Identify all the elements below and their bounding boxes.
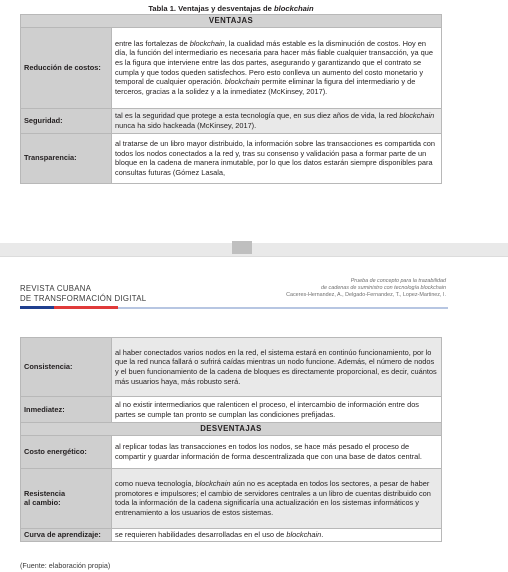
header-stripe-blue (20, 306, 54, 309)
ventajas-header: VENTAJAS (21, 15, 442, 28)
table-row (21, 133, 442, 183)
row-label: Inmediatez: (21, 397, 112, 423)
row-text: como nueva tecnología, blockchain aún no es aceptada en todos los sectores, a pesar de haber promotores e impulsores; el cambio de servidores centrales a un libro de cuentas distribuido con toda la información de la cadena significaría una actualización en los sistemas informáticos y entrenamiento a los usuarios de estos sistemas. (112, 468, 442, 528)
row-text: entre las fortalezas de blockchain, la cualidad más estable es la disminución de costos. Hoy en día, la función del intermediario es necesaria para hacer más fiable cualquier transacción, ya que es la figura que interviene entre las dos partes, asegurando y garantizando que el contrato se cumpla y que todos queden satisfechos. Pero esto conlleva un aumento del costo monetario y temporal de cualquier operación. blockchain permite eliminar la figura del intermediario y de terceros, gracias a la solidez y a la inmediatez (McKinsey, 2017). (112, 27, 442, 108)
table-caption: Tabla 1. Ventajas y desventajas de blockchain (148, 4, 314, 13)
header-stripe-light (118, 307, 448, 309)
table-row (21, 468, 442, 528)
row-label: Consistencia: (21, 338, 112, 397)
row-text: al tratarse de un libro mayor distribuido, la información sobre las transacciones es compartida con todos los nodos conectados a la red y, tras su consenso y validación pasa a formar parte de un bloque en la cadena de manera inmutable, por lo que los datos estarán siempre disponibles para consultas futuras (Gómez Lasala, (112, 133, 442, 183)
row-label: Reducción de costos: (21, 27, 112, 108)
page-gap (0, 243, 508, 256)
advantages-table (20, 14, 442, 184)
row-text: tal es la seguridad que protege a esta tecnología que, en sus diez años de vida, la red blockchain nunca ha sido hackeada (McKinsey, 2017). (112, 108, 442, 133)
row-label: Curva de aprendizaje: (21, 528, 112, 541)
row-label: Transparencia: (21, 133, 112, 183)
row-label: Costo energético: (21, 435, 112, 468)
disadvantages-table (20, 337, 442, 542)
header-stripe-red (54, 306, 118, 309)
table-row (21, 27, 442, 108)
table-row (21, 397, 442, 423)
page-break-handle (232, 241, 252, 254)
table-row (21, 108, 442, 133)
row-label: Resistencia al cambio: (21, 468, 112, 528)
row-text: al no existir intermediarios que ralenticen el proceso, el intercambio de información entre dos partes se cumple tan pronto se cumplan las condiciones prefijadas. (112, 397, 442, 423)
page-bottom (0, 256, 508, 572)
ventajas-header-row (21, 15, 442, 28)
journal-name: REVISTA CUBANA DE TRANSFORMACIÓN DIGITAL (20, 284, 147, 303)
row-text: se requieren habilidades desarrolladas en el uso de blockchain. (112, 528, 442, 541)
row-text: al replicar todas las transacciones en todos los nodos, se hace más pesado el proceso de compartir y guardar información de forma descentralizada que con una base de datos central. (112, 435, 442, 468)
table-source: (Fuente: elaboración propia) (20, 561, 111, 570)
desventajas-header-row (21, 423, 442, 436)
row-label: Seguridad: (21, 108, 112, 133)
row-text: al haber conectados varios nodos en la red, el sistema estará en continúo funcionamiento, por lo que la red nunca fallará o sufrirá caídas mientras un nodo funcione. Además, el número de nodos y el buen funcionamiento de la cadena de bloques es directamente proporcional, es decir, cuántos más usuarios haya, más robusto será. (112, 338, 442, 397)
table-row (21, 435, 442, 468)
page-top (0, 0, 508, 243)
table-row (21, 338, 442, 397)
running-header: Prueba de concepto para la trazabilidad de cadenas de suministro con tecnología blockchain Caceres-Hernandez, A., Delgado-Fernandez, T., Lopez-Martinez, I. (286, 278, 446, 298)
desventajas-header: DESVENTAJAS (21, 423, 442, 436)
table-row (21, 528, 442, 541)
